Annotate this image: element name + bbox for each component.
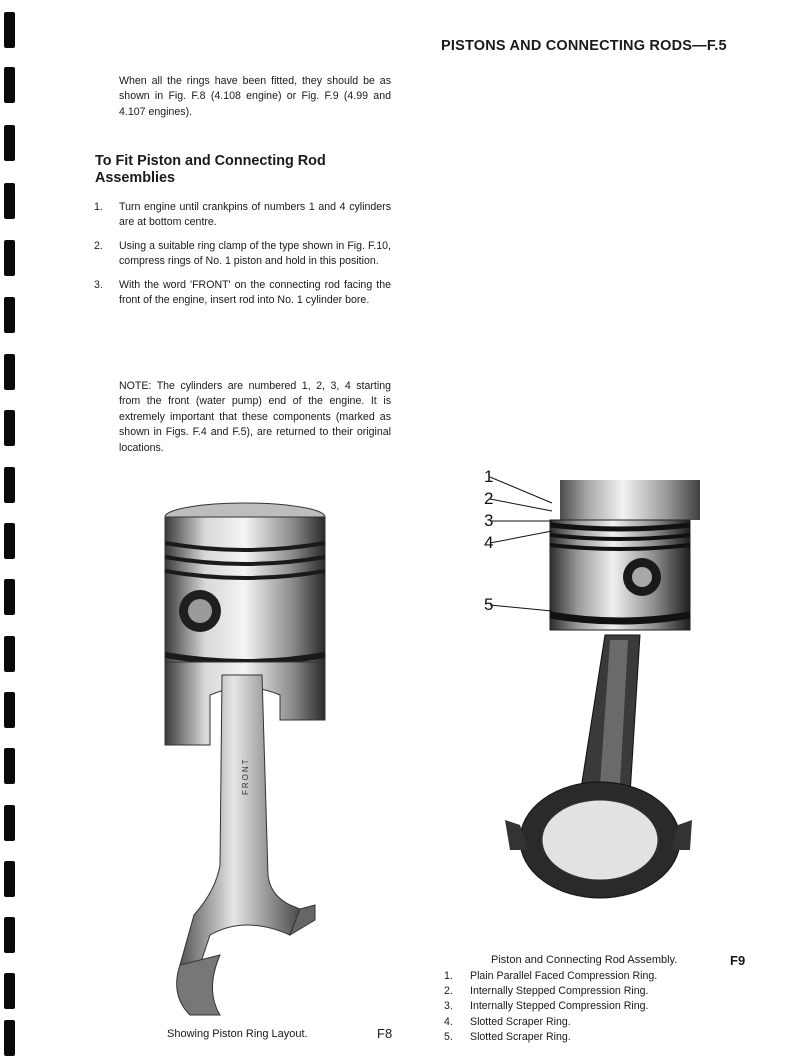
legend-number: 3. [444,1000,453,1013]
binding-hole [4,805,15,841]
page-header: PISTONS AND CONNECTING RODS—F.5 [441,38,727,54]
section-title: To Fit Piston and Connecting Rod Assemblies [95,153,326,186]
legend-item [444,999,657,1014]
callout-3: 3 [484,511,494,530]
step-number: 1. [94,201,103,213]
legend-text: Slotted Scraper Ring. [470,1030,571,1043]
note-paragraph: NOTE: The cylinders are numbered 1, 2, 3, 4 starting from the front (water pump) end of the engine. It is extremely important that these components (marked as shown in Figs. F.4 and F.5), are returned to their original locations. [119,380,391,454]
legend-text: Internally Stepped Compression Ring. [470,1000,649,1013]
binding-hole [4,125,15,161]
step-text: With the word 'FRONT' on the connecting rod facing the front of the engine, insert rod into No. 1 cylinder bore. [119,278,391,307]
fig9-legend [444,969,657,1045]
legend-item [444,984,657,999]
binding-holes [4,0,18,1057]
binding-hole [4,861,15,897]
binding-hole [4,410,15,446]
step-number: 2. [94,239,103,252]
binding-hole [4,1020,15,1056]
procedure-steps [94,200,391,316]
binding-hole [4,183,15,219]
legend-number: 2. [444,985,453,998]
binding-hole [4,973,15,1009]
callout-4: 4 [484,533,494,552]
binding-hole [4,297,15,333]
binding-hole [4,523,15,559]
binding-hole [4,67,15,103]
binding-hole [4,354,15,390]
binding-hole [4,748,15,784]
legend-number: 4. [444,1015,453,1028]
legend-text: Plain Parallel Faced Compression Ring. [470,970,658,982]
procedure-step [94,239,391,270]
intro-paragraph: When all the rings have been fitted, they should be as shown in Fig. F.8 (4.108 engine) or Fig. F.9 (4.99 and 4.107 engines). [119,75,391,118]
fig9-caption: Piston and Connecting Rod Assembly. [491,954,678,966]
legend-number: 5. [444,1030,453,1043]
procedure-step [94,200,391,231]
fig8-caption: Showing Piston Ring Layout. [167,1028,308,1040]
legend-item [444,1030,657,1045]
legend-number: 1. [444,970,453,982]
piston-ring-layout-illustration [150,495,350,1020]
legend-item [444,969,657,984]
step-text: Turn engine until crankpins of numbers 1 and 4 cylinders are at bottom centre. [119,201,391,229]
fig8-code: F8 [377,1026,393,1041]
callout-5: 5 [484,595,494,614]
binding-hole [4,12,15,48]
step-text: Using a suitable ring clamp of the type shown in Fig. F.10, compress rings of No. 1 piston and hold in this position. [119,239,391,268]
binding-hole [4,240,15,276]
piston-rod-assembly-illustration [460,465,740,925]
callout-1: 1 [484,467,494,486]
legend-text: Slotted Scraper Ring. [470,1015,571,1028]
legend-item [444,1015,657,1030]
callout-2: 2 [484,489,494,508]
procedure-step [94,278,391,309]
legend-text: Internally Stepped Compression Ring. [470,985,649,998]
binding-hole [4,579,15,615]
step-number: 3. [94,278,103,291]
binding-hole [4,467,15,503]
binding-hole [4,636,15,672]
binding-hole [4,917,15,953]
rod-front-marking: FRONT [241,757,250,795]
binding-hole [4,692,15,728]
fig9-code: F9 [730,953,746,968]
